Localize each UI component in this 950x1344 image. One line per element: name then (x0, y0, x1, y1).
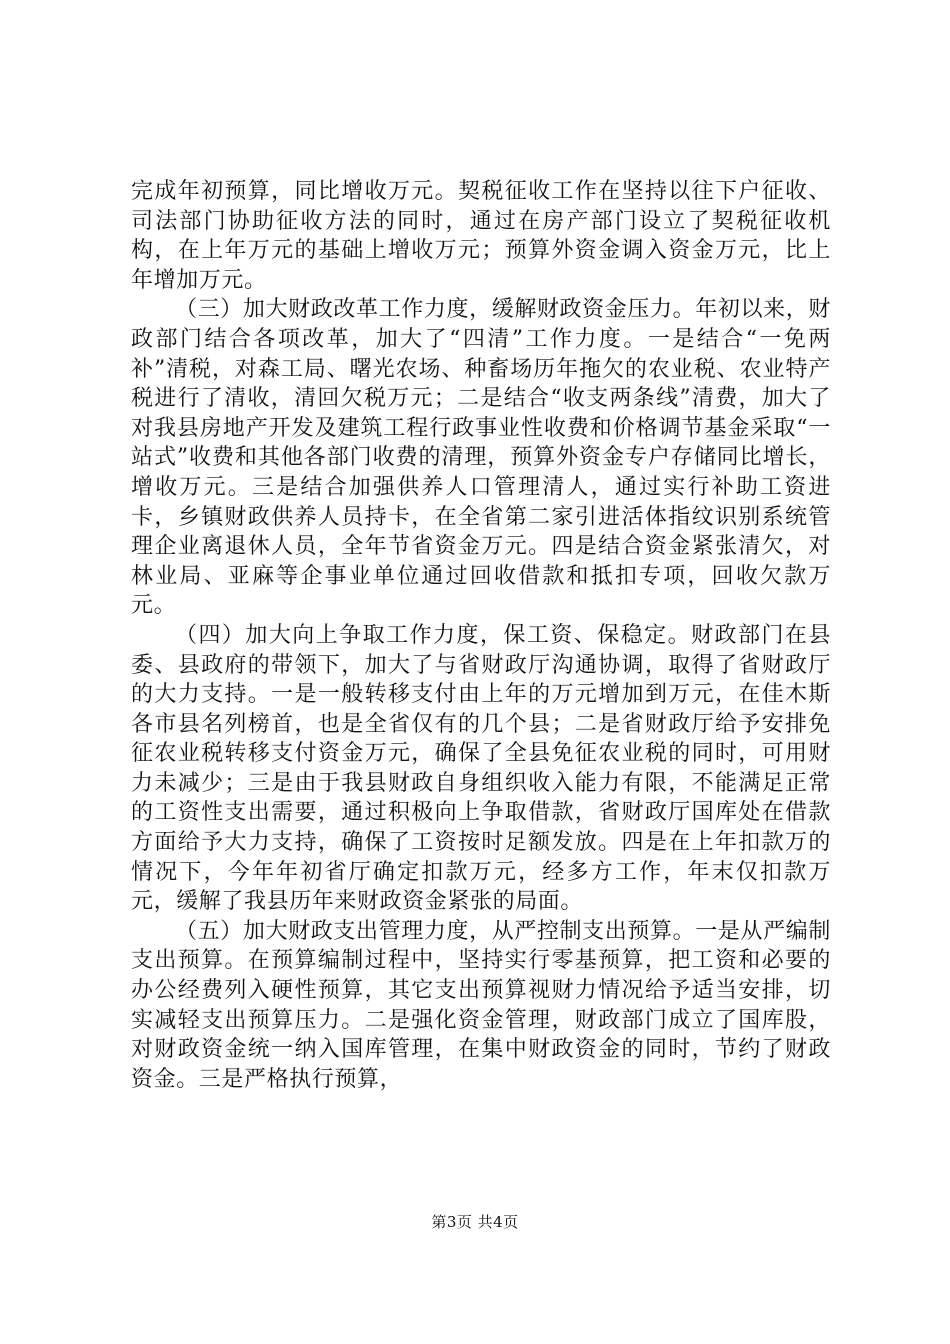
paragraph-4: （五）加大财政支出管理力度，从严控制支出预算。一是从严编制支出预算。在预算编制过程中，坚持实行零基预算，把工资和必要的办公经费列入硬性预算，其它支出预算视财力情况给予适当安排，切实减轻支出预算压力。二是强化资金管理，财政部门成立了国库股，对财政资金统一纳入国库管理，在集中财政资金的同时，节约了财政资金。三是严格执行预算， (131, 918, 831, 1092)
document-body (131, 177, 831, 1094)
paragraph-3: （四）加大向上争取工作力度，保工资、保稳定。财政部门在县委、县政府的带领下，加大了与省财政厅沟通协调，取得了省财政厅的大力支持。一是一般转移支付由上年的万元增加到万元，在佳木斯各市县名列榜首，也是全省仅有的几个县；二是省财政厅给予安排免征农业税转移支付资金万元，确保了全县免征农业税的同时，可用财力未减少；三是由于我县财政自身组织收入能力有限，不能满足正常的工资性支出需要，通过积极向上争取借款，省财政厅国库处在借款方面给予大力支持，确保了工资按时足额发放。四是在上年扣款万的情况下，今年年初省厅确定扣款万元，经多方工作，年末仅扣款万元，缓解了我县历年来财政资金紧张的局面。 (131, 622, 831, 915)
page-footer: 第3页 共4页 (431, 1213, 519, 1231)
paragraph-1: 完成年初预算，同比增收万元。契税征收工作在坚持以往下户征收、司法部门协助征收方法的同时，通过在房产部门设立了契税征收机构，在上年万元的基础上增收万元；预算外资金调入资金万元，比上年增加万元。 (131, 179, 831, 293)
paragraph-2: （三）加大财政改革工作力度，缓解财政资金压力。年初以来，财政部门结合各项改革，加大了“四清”工作力度。一是结合“一免两补”清税，对森工局、曙光农场、种畜场历年拖欠的农业税、农业特产税进行了清收，清回欠税万元；二是结合“收支两条线”清费，加大了对我县房地产开发及建筑工程行政事业性收费和价格调节基金采取“一站式”收费和其他各部门收费的清理，预算外资金专户存储同比增长，增收万元。三是结合加强供养人口管理清人，通过实行补助工资进卡，乡镇财政供养人员持卡，在全省第二家引进活体指纹识别系统管理企业离退休人员，全年节省资金万元。四是结合资金紧张清欠，对林业局、亚麻等企事业单位通过回收借款和抵扣专项，回收欠款万元。 (131, 297, 831, 619)
